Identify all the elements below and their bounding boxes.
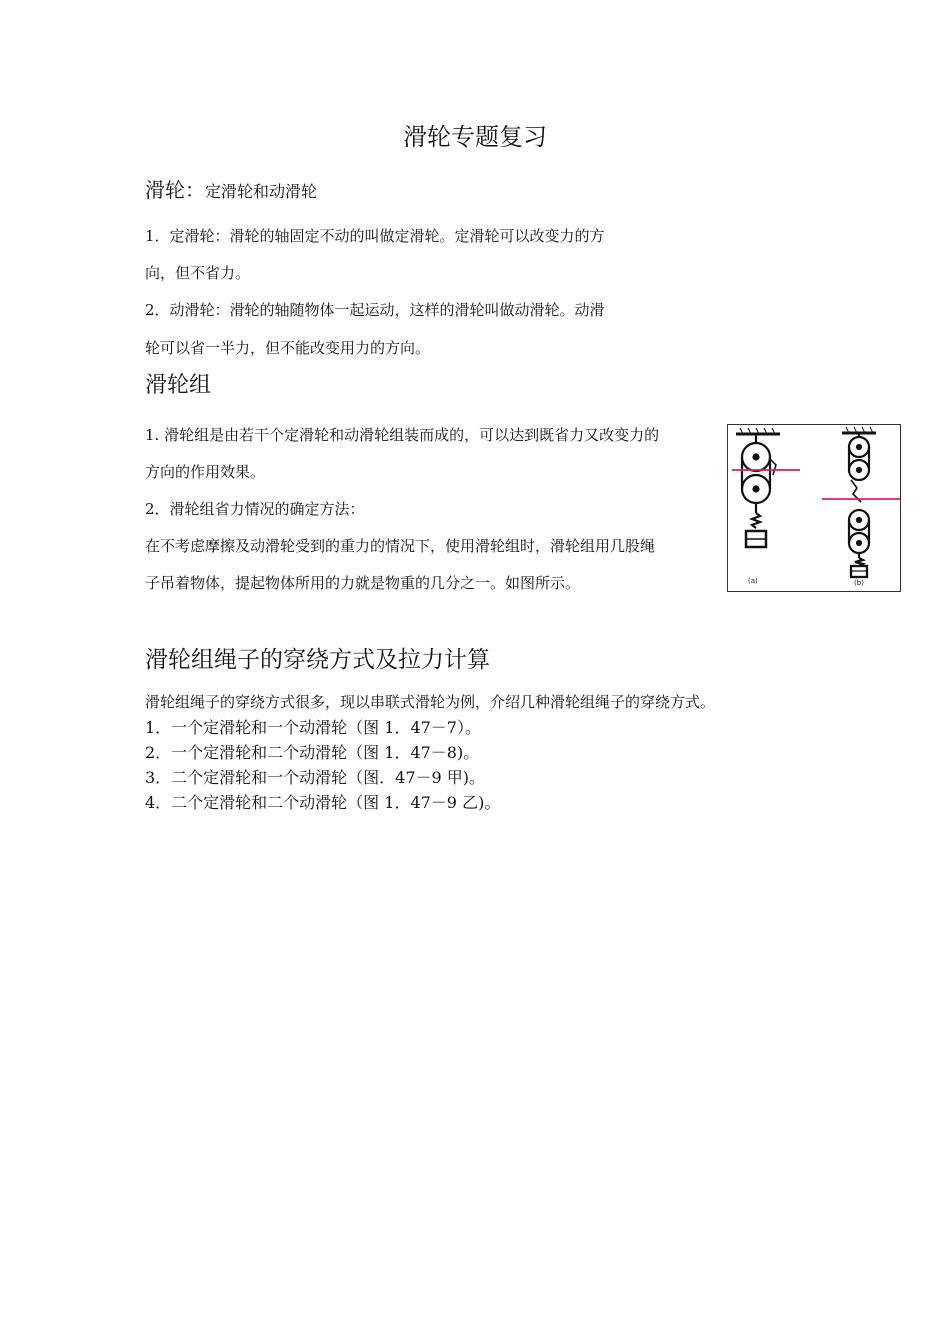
list-item: 4．二个定滑轮和二个动滑轮（图 1．47－9 乙)。 [145, 793, 501, 812]
label-a: (a) [748, 577, 758, 585]
list-item: 2．一个定滑轮和二个动滑轮（图 1．47－8)。 [145, 743, 480, 762]
pulley-system-a [736, 428, 780, 547]
heading-pulley: 滑轮： [145, 178, 205, 202]
page-title: 滑轮专题复习 [403, 123, 547, 151]
paragraph-winding-intro: 滑轮组绳子的穿绕方式很多，现以串联式滑轮为例，介绍几种滑轮组绳子的穿绕方式。 [145, 693, 716, 711]
pulley-diagram [728, 425, 900, 591]
paragraph-movable-pulley-line1: 2．动滑轮：滑轮的轴随物体一起运动，这样的滑轮叫做动滑轮。动滑 [145, 301, 605, 319]
paragraph-fixed-pulley-line2: 向，但不省力。 [145, 264, 251, 282]
label-b: (b) [854, 579, 864, 587]
section-heading-rope-winding: 滑轮组绳子的穿绕方式及拉力计算 [145, 647, 490, 673]
paragraph-fixed-pulley-line1: 1．定滑轮：滑轮的轴固定不动的叫做定滑轮。定滑轮可以改变力的方 [145, 227, 605, 245]
paragraph-rule-line2: 子吊着物体，提起物体所用的力就是物重的几分之一。如图所示。 [145, 574, 581, 592]
list-item: 1．一个定滑轮和一个动滑轮（图 1．47－7）。 [145, 718, 481, 737]
pulley-block-figure [727, 424, 901, 592]
list-item: 3．二个定滑轮和一个动滑轮（图．47－9 甲)。 [145, 768, 486, 787]
paragraph-method: 2．滑轮组省力情况的确定方法： [145, 500, 365, 518]
section-heading-pulley [145, 174, 317, 203]
pulley-system-b [842, 427, 876, 577]
paragraph-movable-pulley-line2: 轮可以省一半力，但不能改变用力的方向。 [145, 339, 431, 357]
paragraph-rule-line1: 在不考虑摩擦及动滑轮受到的重力的情况下，使用滑轮组时，滑轮组用几股绳 [145, 537, 656, 555]
paragraph-block-line2: 方向的作用效果。 [145, 463, 266, 481]
paragraph-block-line1: 1. 滑轮组是由若干个定滑轮和动滑轮组装而成的，可以达到既省力又改变力的 [145, 426, 660, 444]
section-heading-pulley-block: 滑轮组 [145, 373, 212, 398]
subheading-fixed-movable: 定滑轮和动滑轮 [205, 182, 318, 201]
